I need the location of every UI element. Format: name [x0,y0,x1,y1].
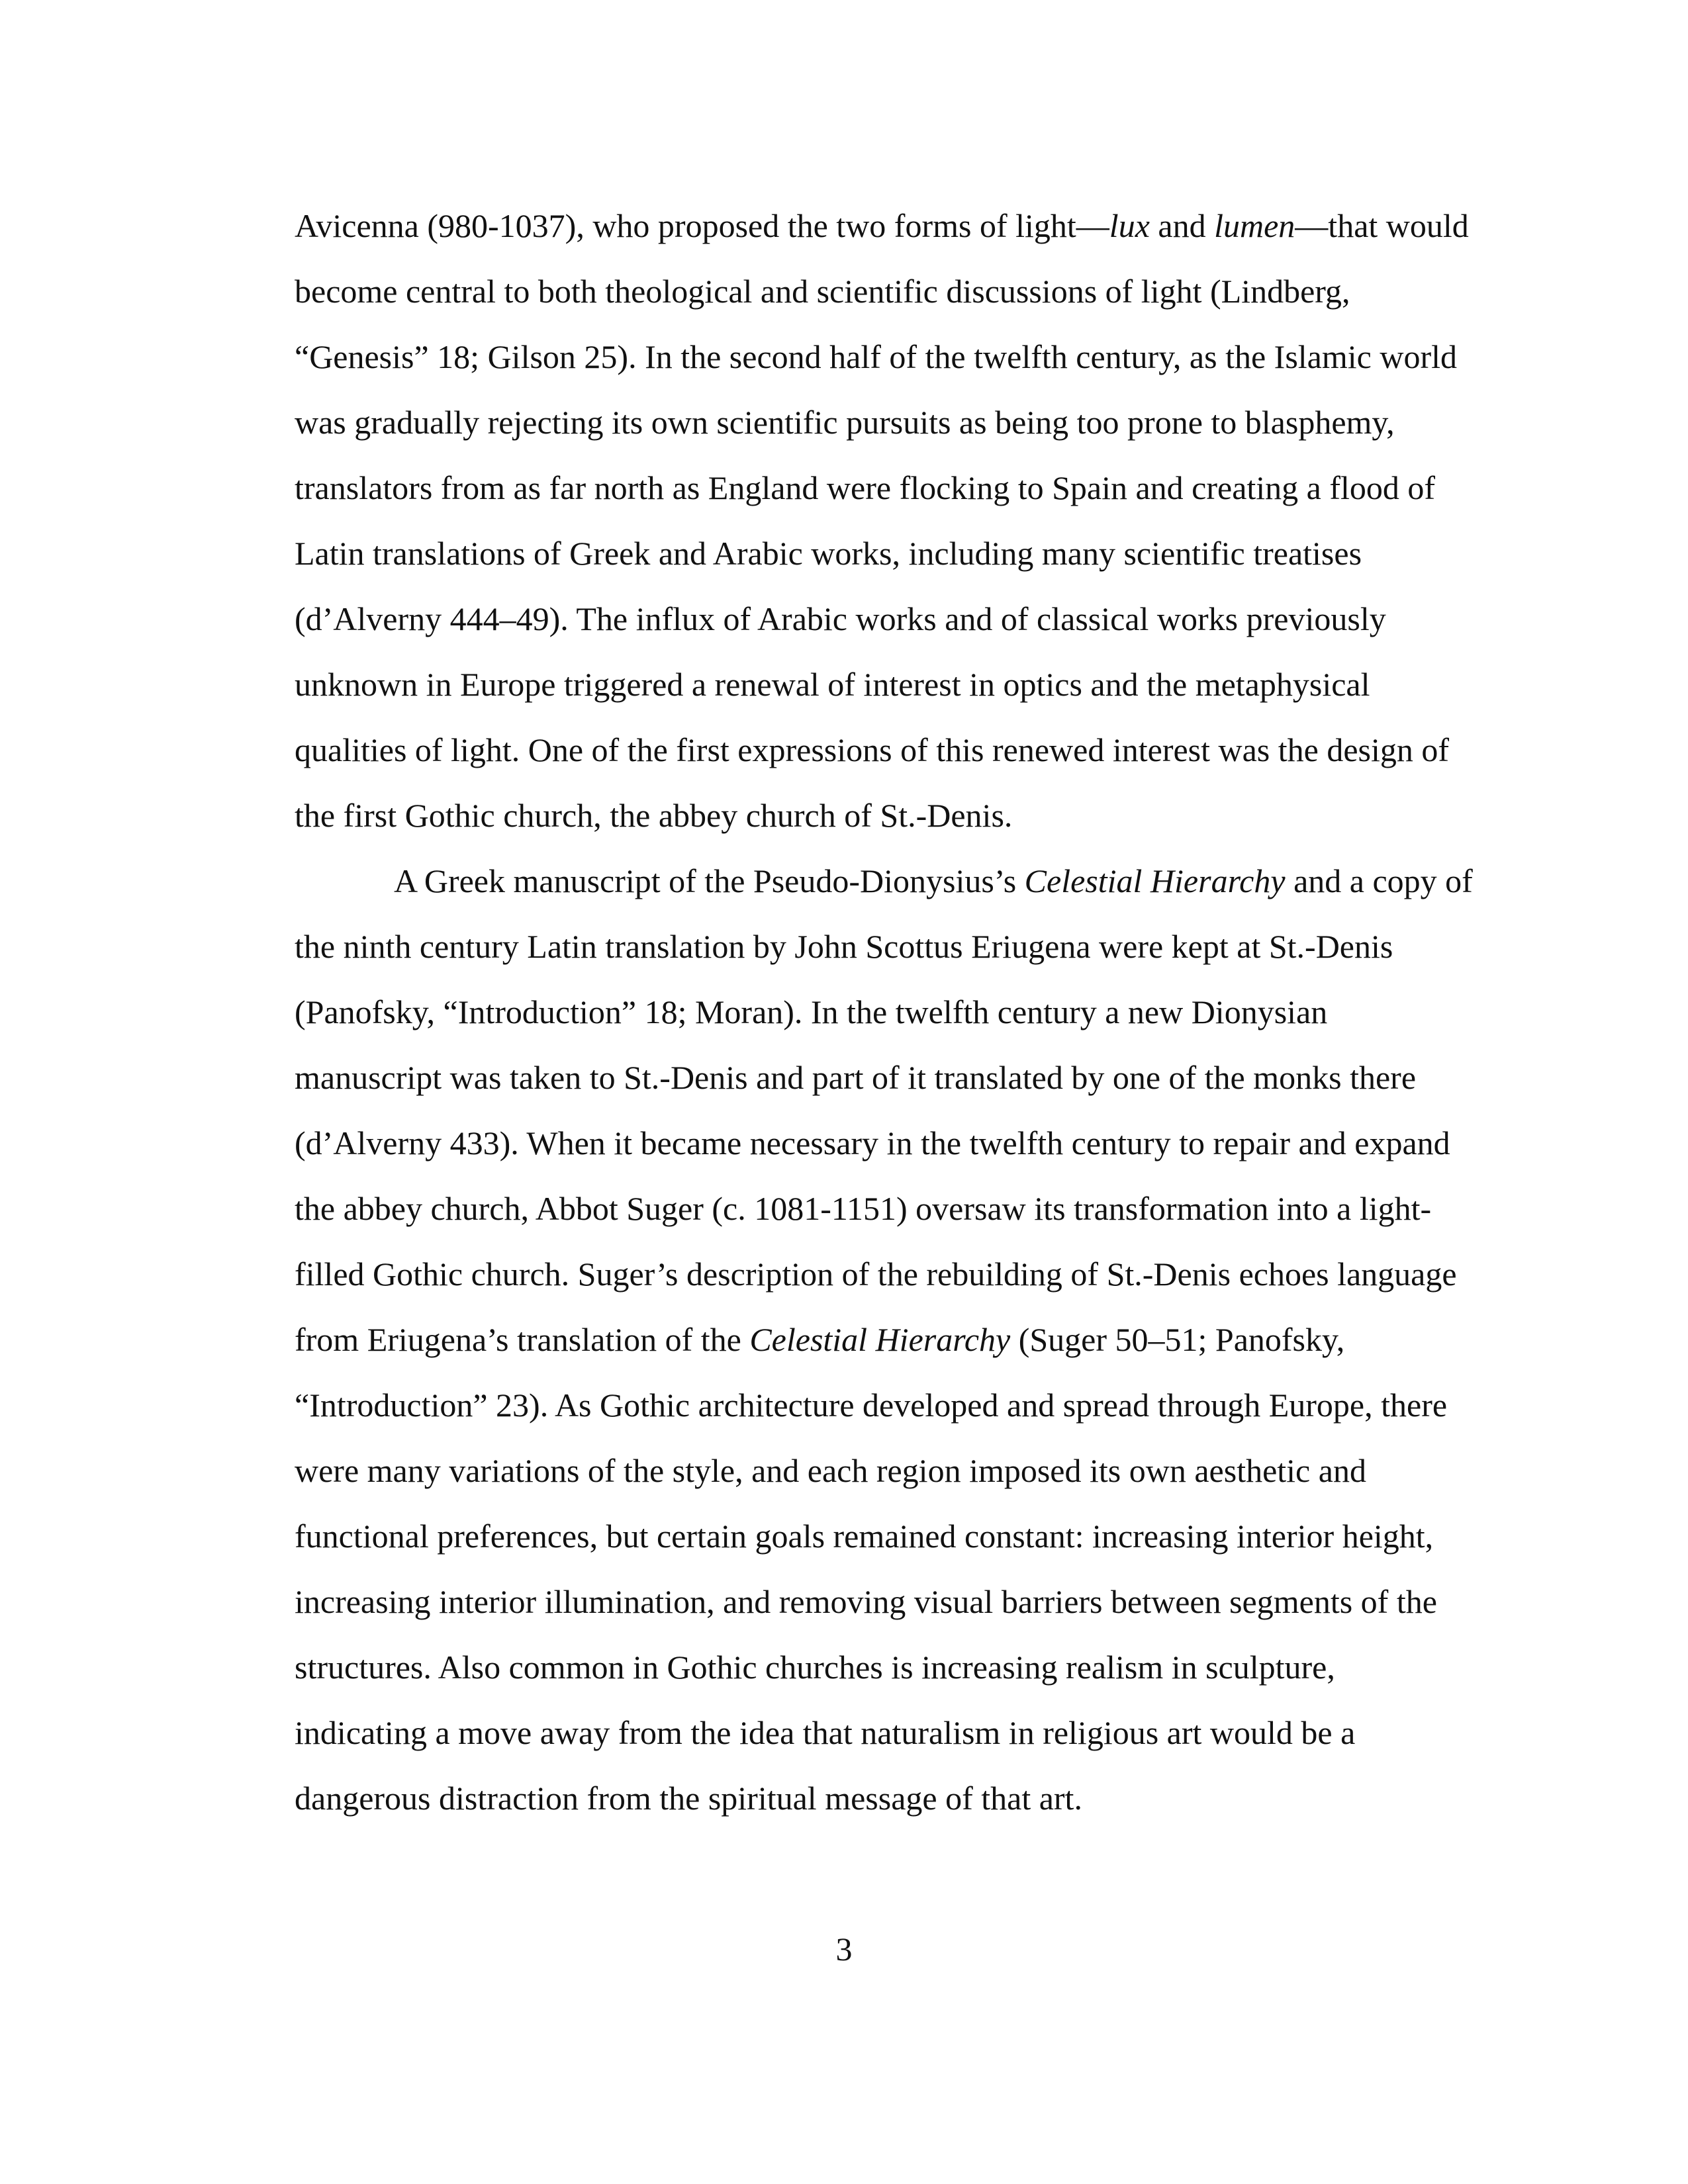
text-run: —that would [1295,207,1469,244]
text-line: (Panofsky, “Introduction” 18; Moran). In the twelfth century a new Dionysian [295,993,1328,1030]
text-line: dangerous distraction from the spiritual message of that art. [295,1780,1082,1817]
paragraph-1 [295,193,1486,848]
text-line: (d’Alverny 444–49). The influx of Arabic works and of classical works previously [295,600,1386,637]
text-line: (d’Alverny 433). When it became necessary in the twelfth century to repair and expand [295,1124,1450,1161]
text-run: from Eriugena’s translation of the [295,1321,750,1358]
text-line [295,193,1486,259]
italic-term-lux: lux [1109,207,1150,244]
text-line: the abbey church, Abbot Suger (c. 1081-1151) oversaw its transformation into a light- [295,1190,1432,1227]
text-line: manuscript was taken to St.-Denis and part of it translated by one of the monks there [295,1059,1417,1096]
page-number: 3 [835,1931,853,1968]
text-line: was gradually rejecting its own scientific pursuits as being too prone to blasphemy, [295,404,1395,441]
text-line: functional preferences, but certain goals remained constant: increasing interior height, [295,1518,1434,1555]
text-line: increasing interior illumination, and removing visual barriers between segments of the [295,1583,1437,1620]
text-run: and a copy of [1285,862,1473,899]
text-line: were many variations of the style, and each region imposed its own aesthetic and [295,1452,1366,1489]
italic-term-lumen: lumen [1214,207,1295,244]
text-line: indicating a move away from the idea that naturalism in religious art would be a [295,1714,1356,1751]
italic-title-celestial-hierarchy: Celestial Hierarchy [1024,862,1286,899]
text-line: “Genesis” 18; Gilson 25). In the second half of the twelfth century, as the Islamic world [295,338,1457,375]
text-line: Latin translations of Greek and Arabic works, including many scientific treatises [295,535,1362,572]
text-line: structures. Also common in Gothic churches is increasing realism in sculpture, [295,1649,1335,1686]
text-line: the ninth century Latin translation by John Scottus Eriugena were kept at St.-Denis [295,928,1393,965]
text-line: unknown in Europe triggered a renewal of interest in optics and the metaphysical [295,666,1370,703]
text-run: Avicenna (980-1037), who proposed the two forms of light— [295,207,1109,244]
paragraph-2 [295,848,1486,1831]
text-line: “Introduction” 23). As Gothic architecture developed and spread through Europe, there [295,1387,1448,1424]
text-run: A Greek manuscript of the Pseudo-Dionysius’s [394,862,1025,899]
body-text [295,193,1486,1831]
text-run: (Suger 50–51; Panofsky, [1010,1321,1345,1358]
text-line: qualities of light. One of the first expressions of this renewed interest was the design of [295,731,1450,768]
text-line: become central to both theological and scientific discussions of light (Lindberg, [295,273,1350,310]
italic-title-celestial-hierarchy: Celestial Hierarchy [749,1321,1011,1358]
text-line: the first Gothic church, the abbey church of St.-Denis. [295,797,1013,834]
text-line: filled Gothic church. Suger’s description of the rebuilding of St.-Denis echoes language [295,1255,1457,1293]
text-line [295,1307,1486,1373]
text-run: and [1149,207,1215,244]
text-line [295,848,1486,914]
text-line: translators from as far north as England were flocking to Spain and creating a flood of [295,469,1436,506]
